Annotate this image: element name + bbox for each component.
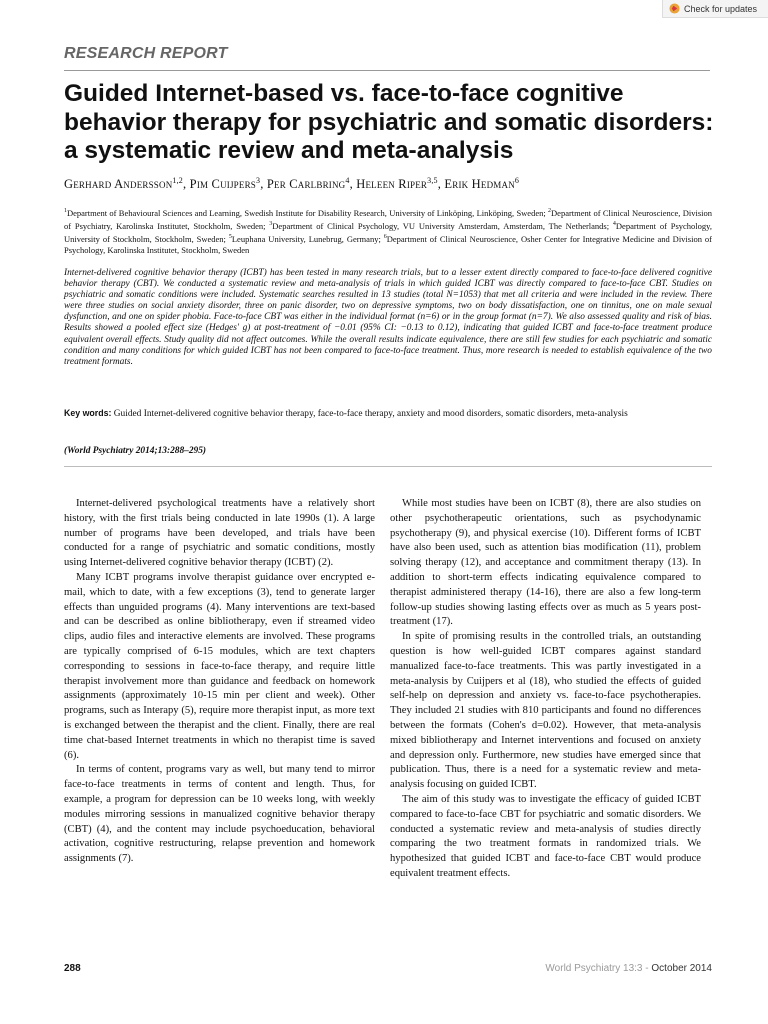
check-updates-label: Check for updates xyxy=(684,3,758,14)
affiliations xyxy=(64,206,712,256)
section-divider xyxy=(64,70,710,71)
affiliation-sup: 2 xyxy=(548,208,552,214)
abstract-divider xyxy=(64,466,712,467)
body-paragraph: The aim of this study was to investigate the efficacy of guided ICBT compared to face-to-face CBT for psychiatric and somatic disorders. We conducted a systematic review and meta-analysis of studies directly comparing the two treatment formats in randomized trials. We hypothesized that guided ICBT and face-to-face CBT would produce equivalent treatment effects. xyxy=(390,793,701,879)
affiliation-sup: 3 xyxy=(269,221,273,228)
author-name: Per Carlbring xyxy=(266,177,346,192)
journal-citation: (World Psychiatry 2014;13:288–295) xyxy=(64,446,206,456)
affiliation-text: Department of Behavioural Sciences and Learning, Swedish Institute for Disability Research, University of Linköping, Linköping, Sweden; xyxy=(67,207,549,218)
author-name: Heleen Riper xyxy=(356,177,428,192)
affiliation-text: Department of Psychology, University of Stockholm, Stockholm, Sweden; xyxy=(64,220,712,244)
affiliation-text: Department of Clinical Neuroscience, Osher Center for Integrative Medicine and Division of Psychology, Karolinska Institutet, Stockholm, Sweden xyxy=(64,233,712,256)
footer-separator: - xyxy=(642,963,652,974)
journal-footer xyxy=(545,963,712,974)
issue-date: October 2014 xyxy=(651,963,712,974)
check-updates-icon xyxy=(669,3,680,14)
body-column-left xyxy=(64,497,375,867)
check-for-updates-button[interactable] xyxy=(662,0,768,18)
body-paragraph: While most studies have been on ICBT (8), there are also studies on other psychotherapeutic orientations, such as psychodynamic psychotherapy (9), and physical exercise (10). Different forms of ICBT have also been used, such as attention bias modification (11), problem solving therapy (12), and acceptance and commitment therapy (13). In addition to short-term effects indicating equivalence compared to therapist administered therapy (14-16), there are also a few long-term follow-up studies showing lasting effects over as much as 5 years post-treatment (17). xyxy=(390,498,701,628)
author-name: Gerhard Andersson xyxy=(64,177,173,192)
article-title: Guided Internet-based vs. face-to-face cognitive behavior therapy for psychiatric and somatic disorders: a systematic review and meta-analysis xyxy=(64,80,714,164)
affiliation-text: Leuphana University, Lunebrug, Germany; xyxy=(231,233,384,244)
affiliation-sup: 5 xyxy=(228,234,232,241)
body-paragraph: Many ICBT programs involve therapist guidance over encrypted e-mail, which to date, with a few exceptions (3), tend to generate larger effects than unguided programs (4). Many interventions are text-based and can be described as online bibliotherapy, even if streamed video clips, audio files and interactive elements are involved. These programs are typically comprised of 6-15 modules, which are text chapters corresponding to sessions in face-to-face therapy, and require little therapist involvement more than guidance and feedback on homework assignments (approximately 10-15 min per client and week). Other programs, such as Interapy (5), require more therapist input, as more text is exchanged between the therapist and the client. Finally, there are real time chat-based Internet treatments in which no therapist time is saved (6). xyxy=(64,571,375,761)
author-affiliation-sup: 4 xyxy=(345,176,350,185)
affiliation-text: Department of Clinical Neuroscience, Division of Psychiatry, Karolinska Institutet, Stockholm, Sweden; xyxy=(64,207,712,231)
author-name: Erik Hedman xyxy=(444,177,515,192)
keywords-label: Key words: xyxy=(64,408,112,418)
body-paragraph: In spite of promising results in the controlled trials, an outstanding question is how well-guided ICBT compares against standard manualized face-to-face treatments. This was partly investigated in a meta-analysis by Cuijpers et al (18), who studied the effects of guided self-help on depression and anxiety vs. face-to-face psychotherapies. They included 21 studies with 810 participants and found no differences between the formats (Cohen's d=0.02). However, that meta-analysis mixed bibliotherapy and Internet interventions and focused on anxiety and depression only. Furthermore, new studies have emerged since that publication. Thus, there is a need for a systematic review and meta-analysis focusing on guided ICBT. xyxy=(390,631,701,791)
keywords-text: Guided Internet-delivered cognitive behavior therapy, face-to-face therapy, anxiety and mood disorders, somatic disorders, meta-analysis xyxy=(111,409,628,419)
author-name: Pim Cuijpers xyxy=(189,177,256,192)
author-affiliation-sup: 3,5 xyxy=(427,176,438,185)
body-paragraph: Internet-delivered psychological treatments have a relatively short history, with the first trials being conducted in late 1990s (1). A large number of programs have been developed, and trials have been conducted for a range of psychiatric and somatic conditions, mostly using Internet-delivered cognitive behavior therapy (ICBT) (2). xyxy=(64,498,375,569)
author-affiliation-sup: 3 xyxy=(256,176,261,185)
author-affiliation-sup: 6 xyxy=(514,176,520,185)
keywords xyxy=(64,408,712,421)
author-list: Gerhard Andersson$^{1,2}$, Pim Cuijpers$^3$, Per Carlbring$^4$, Heleen Riper$^{3,5}$, Erik Hedman$^6$ xyxy=(64,176,520,192)
affiliation-sup: 4 xyxy=(612,221,616,228)
abstract: Internet-delivered cognitive behavior therapy (ICBT) has been tested in many research trials, but to a lesser extent directly compared to face-to-face delivered cognitive behavior therapy (CBT). We conducted a systematic review and meta-analysis of trials in which guided ICBT was directly compared to face-to-face CBT. Studies on psychiatric and somatic conditions were included. Systematic searches resulted in 13 studies (total N=1053) that met all criteria and were included in the review. There were three studies on social anxiety disorder, three on panic disorder, two on depressive symptoms, two on body dissatisfaction, one on tinnitus, one on male sexual dysfunction, and one on spider phobia. Face-to-face CBT was either in the individual format (n=6) or in the group format (n=7). We also assessed quality and risk of bias. Results showed a pooled effect size (Hedges' g) at post-treatment of −0.01 (95% CI: −0.13 to 0.12), indicating that guided ICBT and face-to-face treatment produce equivalent overall effects. Study quality did not affect outcomes. While the overall results indicate equivalence, there are still few studies for each psychiatric and somatic condition and many conditions for which guided ICBT has not been compared to face-to-face treatment. Thus, more research is needed to establish equivalence of the two treatment formats. xyxy=(64,268,712,367)
body-paragraph: In terms of content, programs vary as well, but many tend to mirror face-to-face treatments in terms of content and length. Thus, for example, a program for depression can be 10 weeks long, with weekly modules mirroring sessions in manualized cognitive behavior therapy (CBT) (4), and the content may include psychoeducation, behavioral activation, cognitive restructuring, relapse prevention and homework assignments (7). xyxy=(64,764,375,865)
body-column-right xyxy=(390,497,701,882)
affiliation-text: Department of Clinical Psychology, VU University Amsterdam, Amsterdam, The Netherlands; xyxy=(272,220,613,231)
affiliation-sup: 6 xyxy=(383,234,387,241)
affiliation-sup: 1 xyxy=(64,208,67,214)
journal-name: World Psychiatry 13:3 xyxy=(545,963,643,974)
section-label: RESEARCH REPORT xyxy=(64,45,228,62)
author-affiliation-sup: 1,2 xyxy=(172,176,184,185)
page-number: 288 xyxy=(64,963,81,974)
